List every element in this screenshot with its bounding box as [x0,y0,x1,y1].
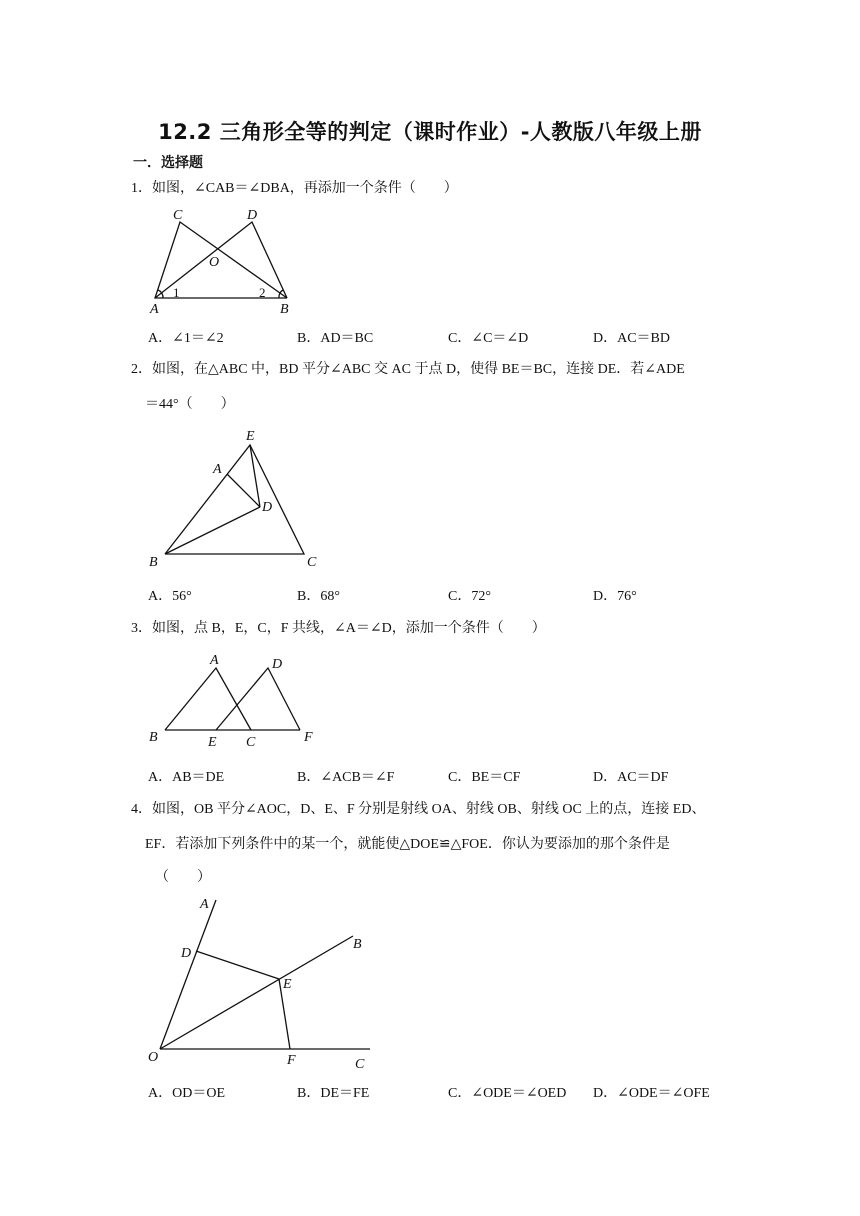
figure-label: B [149,555,158,570]
question-text: 如图，在△ABC 中，BD 平分∠ABC 交 AC 于点 D，使得 BE＝BC，连接 DE．若∠ADE [152,362,685,377]
figure-label: A [213,462,222,477]
question-text: 如图，∠CAB＝∠DBA，再添加一个条件（ ） [152,181,458,196]
figure-label: E [283,977,292,992]
figure-label: C [355,1057,365,1072]
question-text-cont: EF．若添加下列条件中的某一个，就能使△DOE≌△FOE．你认为要添加的那个条件是 [145,837,670,852]
option-a[interactable]: A．∠1＝∠2 [148,331,224,346]
figure-label: D [247,208,258,223]
option-c[interactable]: C．BE＝CF [448,770,521,785]
option-c[interactable]: C．∠C＝∠D [448,331,529,346]
figure-label: A [150,302,159,317]
figure-label: B [280,302,289,317]
question-text-cont: （ ） [155,870,211,885]
option-b[interactable]: B．∠ACB＝∠F [297,770,395,785]
option-c[interactable]: C．∠ODE＝∠OED [448,1086,567,1101]
section-heading: 一．选择题 [133,155,203,171]
question-text: 如图，点 B，E，C，F 共线，∠A＝∠D，添加一个条件（ ） [152,621,546,636]
figure-label: O [209,255,220,270]
question-number: 1． [131,181,152,196]
figure-label: E [246,429,255,444]
figure-label: C [307,555,317,570]
figure-label: B [149,730,158,745]
figure-label: 1 [173,285,180,300]
option-c[interactable]: C．72° [448,589,491,604]
figure-label: O [148,1050,159,1065]
figure-label: E [208,735,217,750]
page-title: 12.2 三角形全等的判定（课时作业）-人教版八年级上册 [158,120,702,144]
option-d[interactable]: D．76° [593,589,637,604]
figure-lines [196,951,279,979]
figure-label: C [246,735,256,750]
option-d[interactable]: D．AC＝DF [593,770,669,785]
option-d[interactable]: D．∠ODE＝∠OFE [593,1086,710,1101]
option-d[interactable]: D．AC＝BD [593,331,671,346]
figure-label: F [287,1053,296,1068]
figure-label: D [181,946,192,961]
question-number: 2． [131,362,152,377]
option-a[interactable]: A．OD＝OE [148,1086,225,1101]
option-b[interactable]: B．68° [297,589,340,604]
question-text: 如图，OB 平分∠AOC，D、E、F 分别是射线 OA、射线 OB、射线 OC 上的点，连接 ED、 [152,802,706,817]
option-a[interactable]: A．56° [148,589,192,604]
figure-label: A [200,897,209,912]
figure-label: C [173,208,183,223]
option-b[interactable]: B．DE＝FE [297,1086,370,1101]
figure-label: D [272,657,283,672]
figure-label: F [304,730,313,745]
figure-label: B [353,937,362,952]
figure-lines [160,900,216,1049]
question-number: 3． [131,621,152,636]
figure-label: A [210,653,219,668]
question-number: 4． [131,802,152,817]
figure-label: D [262,500,273,515]
option-a[interactable]: A．AB＝DE [148,770,225,785]
option-b[interactable]: B．AD＝BC [297,331,374,346]
question-text-cont: ＝44°（ ） [145,397,235,412]
figure-label: 2 [259,285,266,300]
